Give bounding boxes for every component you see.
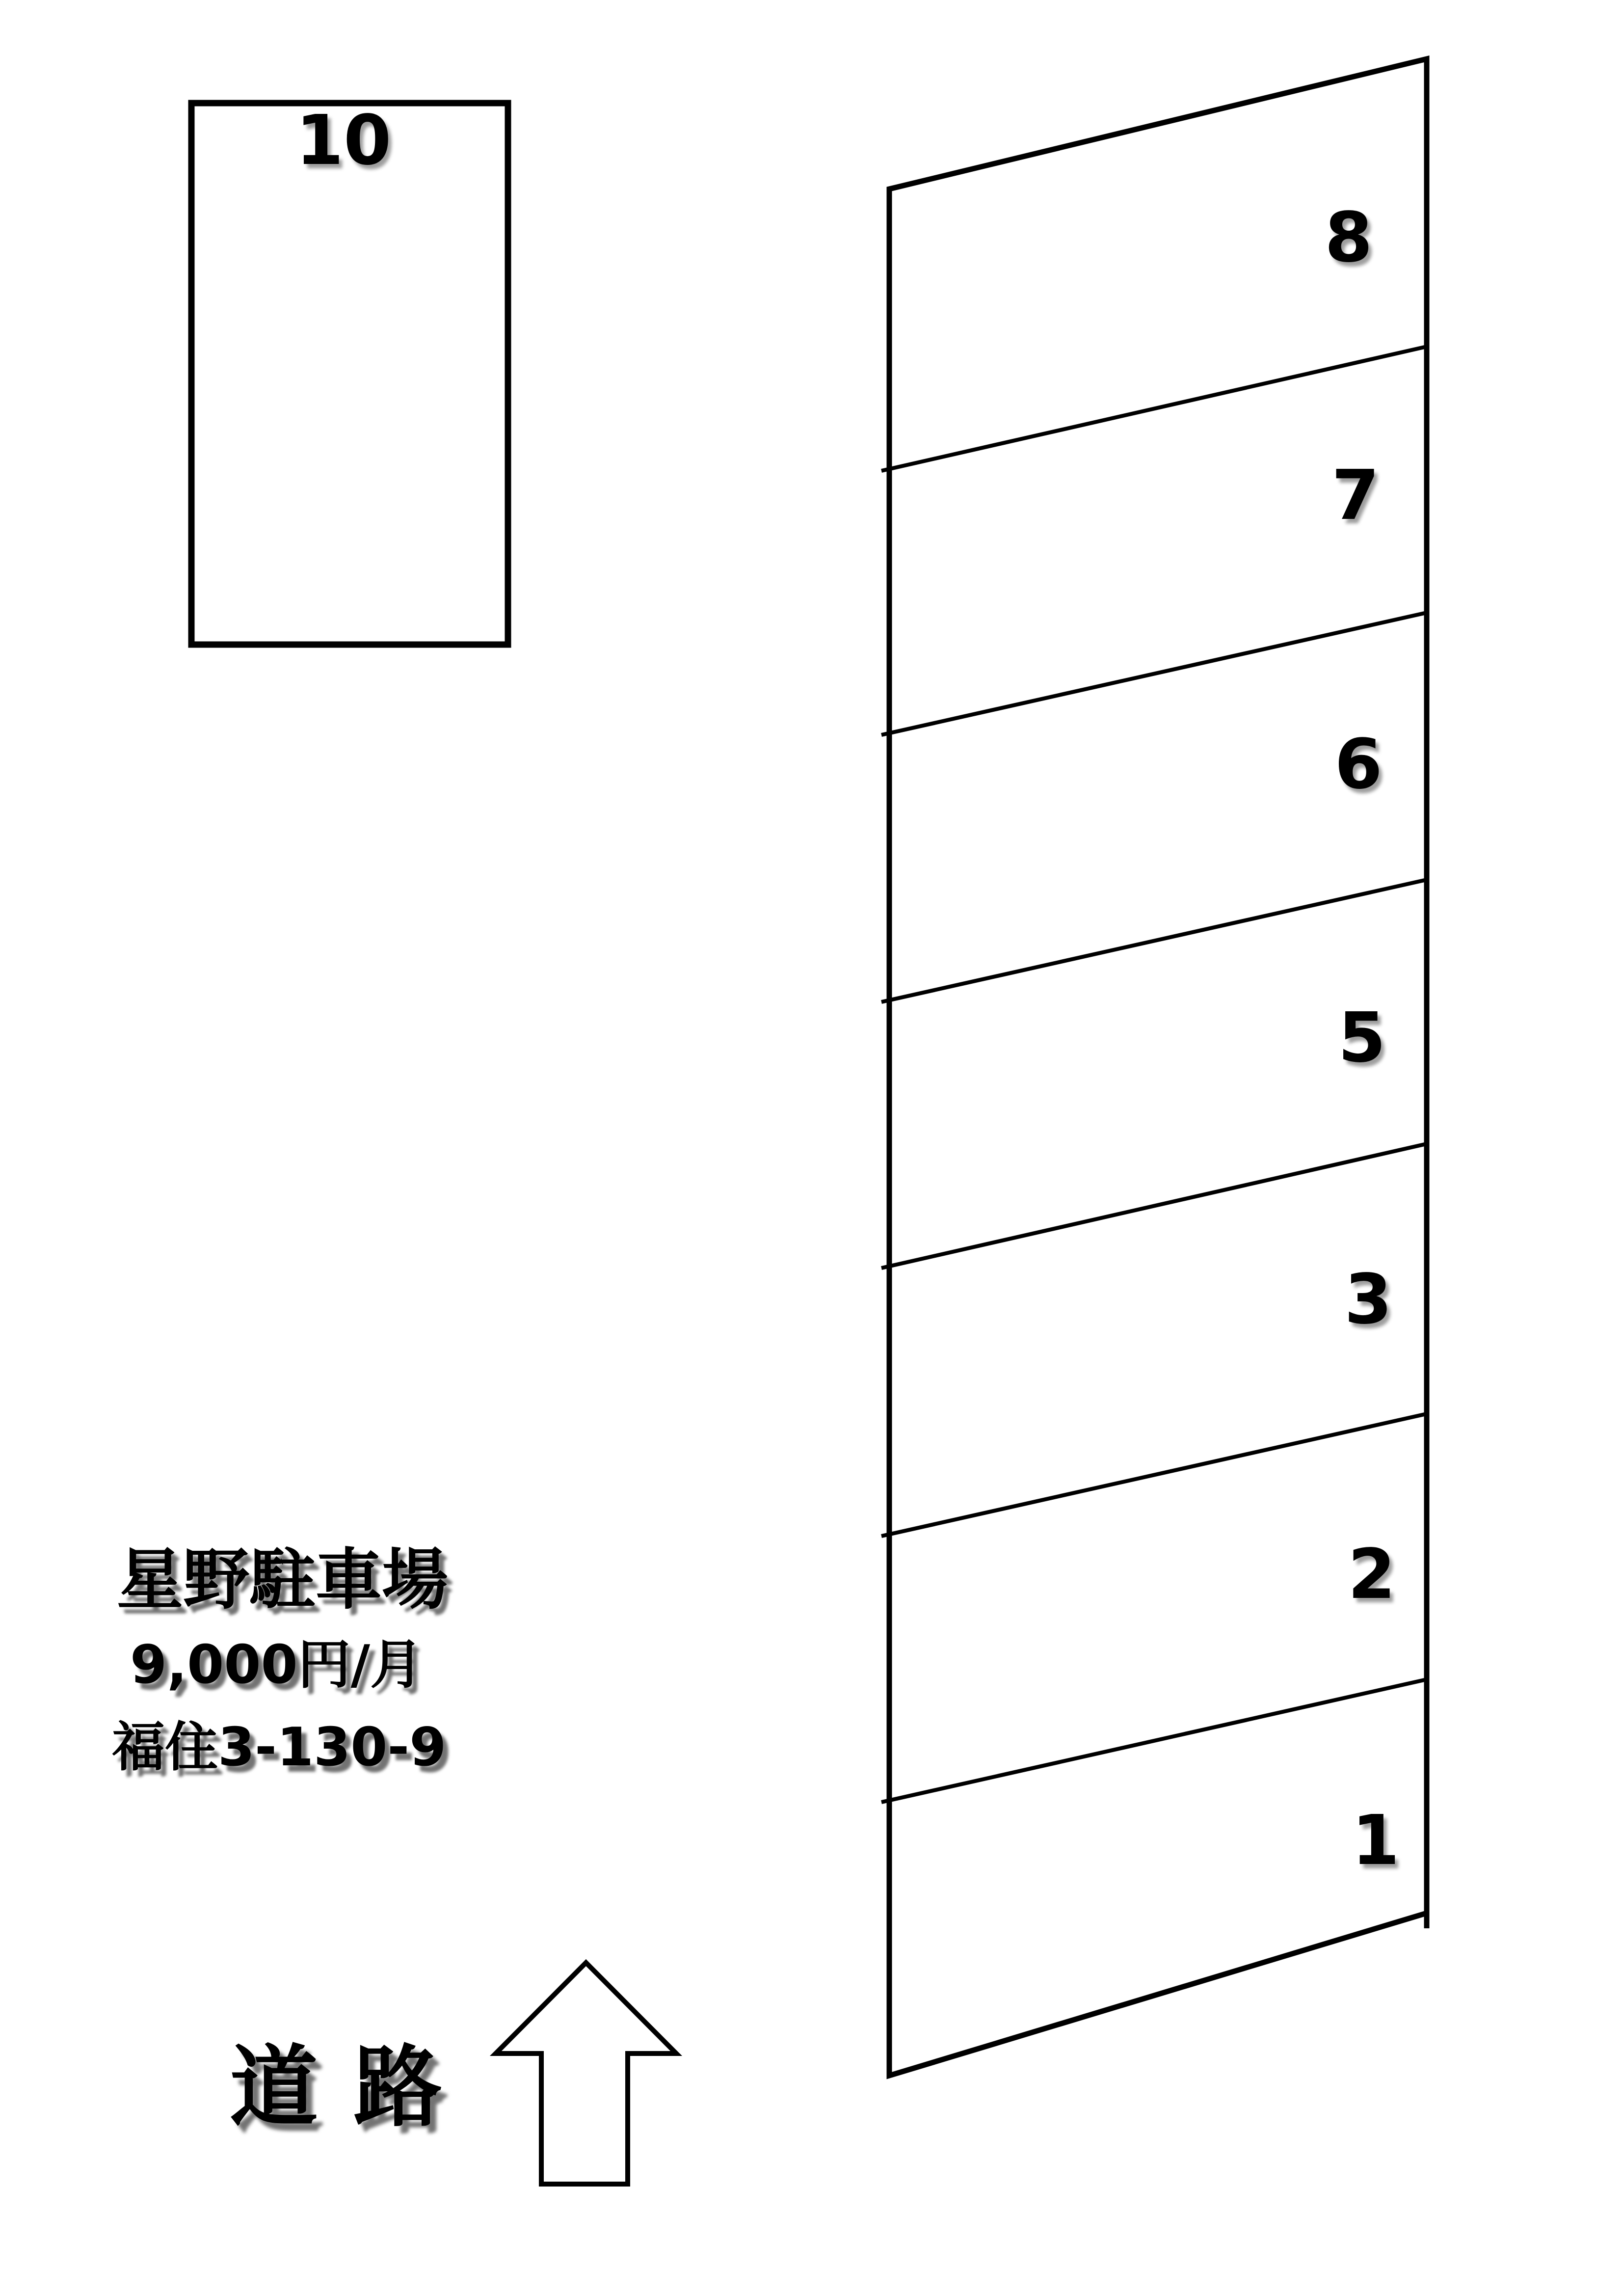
space-label-7: 7 — [1331, 456, 1380, 536]
space-label-5: 5 — [1338, 998, 1386, 1078]
space-divider-5-3 — [881, 1144, 1427, 1268]
space-label-10: 10 — [295, 101, 392, 181]
space-label-3: 3 — [1344, 1260, 1392, 1340]
space-label-8: 8 — [1325, 198, 1373, 278]
address: 福住3-130-9 — [112, 1717, 447, 1778]
road-label: 道 路 — [230, 2036, 442, 2139]
space-label-2: 2 — [1348, 1535, 1396, 1615]
space-10-box — [191, 103, 508, 645]
space-divider-8-7 — [881, 347, 1427, 471]
space-label-1: 1 — [1352, 1801, 1400, 1881]
monthly-price: 9,000円/月 — [130, 1634, 424, 1696]
space-divider-2-1 — [881, 1679, 1427, 1802]
up-arrow-icon — [496, 1963, 676, 2184]
space-divider-6-5 — [881, 880, 1427, 1002]
space-label-6: 6 — [1334, 725, 1383, 805]
parking-lot-name: 星野駐車場 — [117, 1541, 448, 1619]
space-divider-3-2 — [881, 1414, 1427, 1536]
space-divider-7-6 — [881, 613, 1427, 735]
